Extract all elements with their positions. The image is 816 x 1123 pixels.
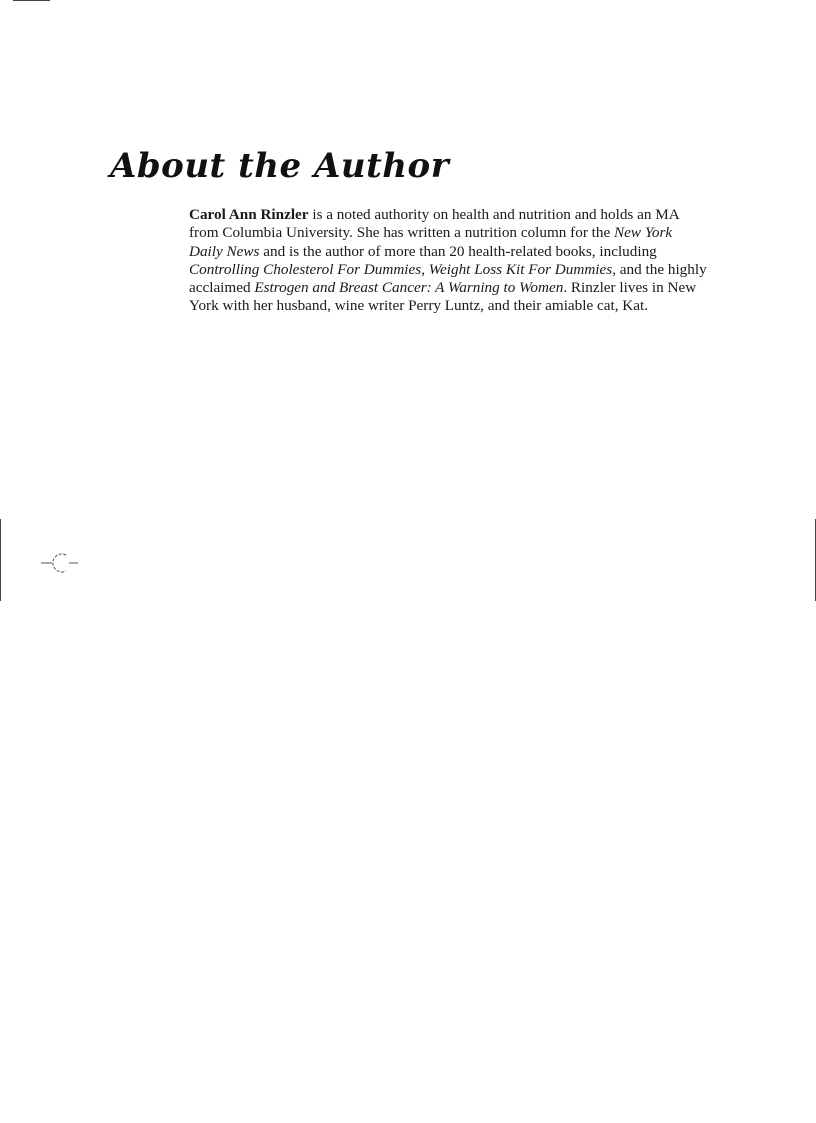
bio-separator: , [421, 260, 429, 278]
page-title: About the Author [110, 146, 450, 186]
bio-text-4: . Rinzler lives in New York with her husband, wine writer Perry Luntz, and their amiable cat, Kat. [189, 279, 697, 315]
bio-text-1: is a noted authority on health and nutrition and holds an MA from Columbia University. She has written a nutrition column for the [189, 206, 679, 242]
bio-text-3: , and the highly acclaimed [189, 260, 707, 297]
publication-title: New York Daily News [189, 224, 673, 260]
author-bio [189, 206, 709, 316]
book-title-3: Estrogen and Breast Cancer: A Warning to Women [254, 279, 564, 297]
margin-mark-left [0, 519, 1, 601]
book-title-1: Controlling Cholesterol For Dummies [189, 260, 422, 278]
author-name: Carol Ann Rinzler [189, 206, 309, 223]
crop-mark-top [13, 0, 50, 1]
bio-text-2: and is the author of more than 20 health-related books, including [259, 242, 657, 260]
book-title-2: Weight Loss Kit For Dummies [428, 260, 613, 278]
registration-mark-icon [40, 551, 80, 575]
